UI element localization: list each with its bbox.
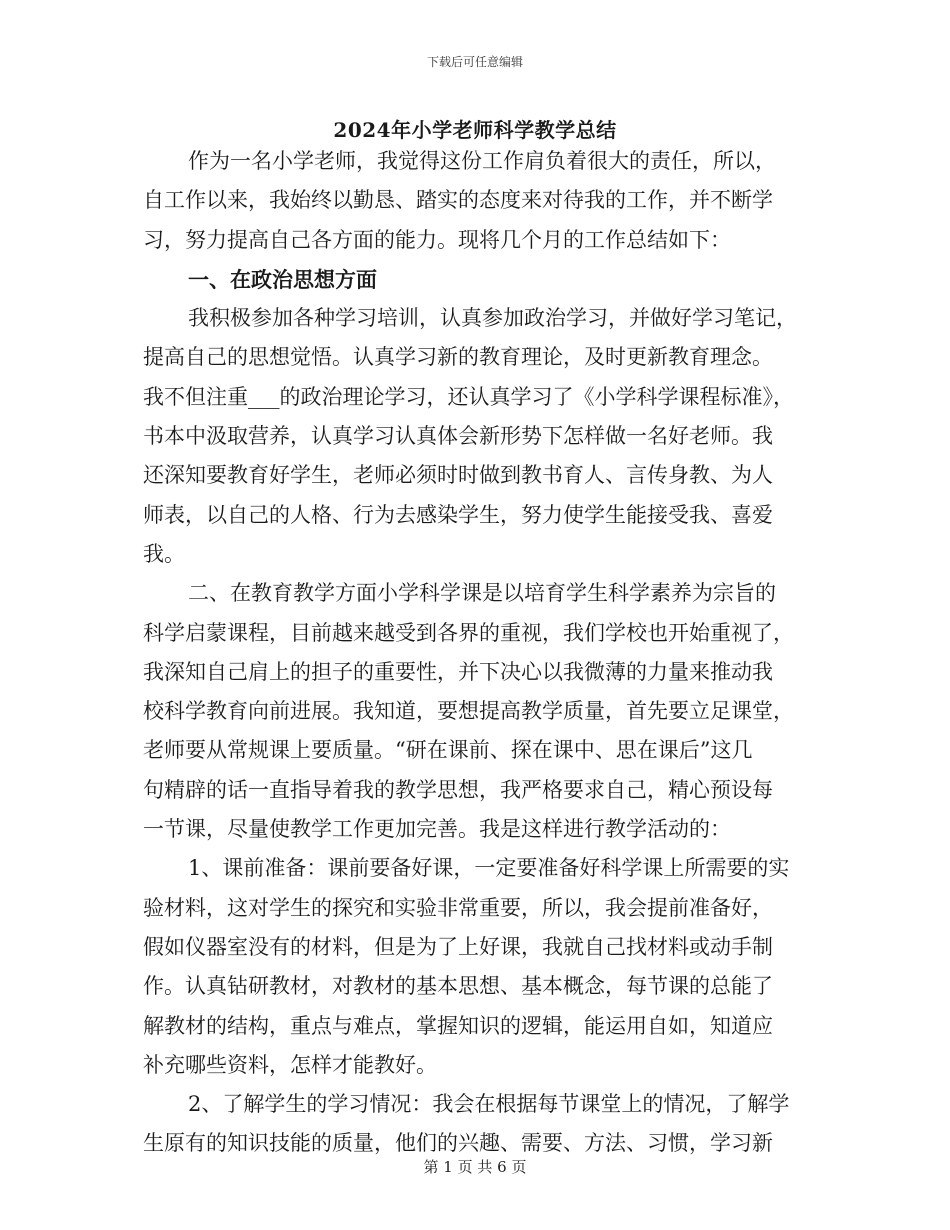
body-line: 解教材的结构，重点与难点，掌握知识的逻辑，能运用自如，知道应 <box>143 1013 773 1038</box>
body-line: 我深知自己肩上的担子的重要性，并下决心以我微薄的力量来推动我 <box>143 659 773 684</box>
body-line: 句精辟的话一直指导着我的教学思想，我严格要求自己，精心预设每 <box>143 777 773 802</box>
body-line: 补充哪些资料，怎样才能教好。 <box>143 1052 437 1077</box>
body-line: 2、了解学生的学习情况：我会在根据每节课堂上的情况，了解学 <box>188 1092 790 1117</box>
section-heading: 一、在政治思想方面 <box>188 266 377 292</box>
body-line: 书本中汲取营养，认真学习认真体会新形势下怎样做一名好老师。我 <box>143 424 773 449</box>
body-line: 我不但注重___的政治理论学习，还认真学习了《小学科学课程标准》， <box>143 384 794 409</box>
body-line: 1、课前准备：课前要备好课，一定要准备好科学课上所需要的实 <box>188 856 790 881</box>
body-line: 验材料，这对学生的探究和实验非常重要，所以，我会提前准备好， <box>143 895 773 920</box>
body-line: 生原有的知识技能的质量，他们的兴趣、需要、方法、习惯，学习新 <box>143 1131 773 1156</box>
body-line: 假如仪器室没有的材料，但是为了上好课，我就自己找材料或动手制 <box>143 934 773 959</box>
header-note: 下载后可任意编辑 <box>426 55 523 69</box>
body-line: 二、在教育教学方面小学科学课是以培育学生科学素养为宗旨的 <box>188 581 776 606</box>
body-line: 自工作以来，我始终以勤恳、踏实的态度来对待我的工作，并不断学 <box>143 188 773 213</box>
body-line: 师表，以自己的人格、行为去感染学生，努力使学生能接受我、喜爱 <box>143 502 773 527</box>
body-line: 习，努力提高自己各方面的能力。现将几个月的工作总结如下： <box>143 227 731 252</box>
document-title: 2024年小学老师科学教学总结 <box>333 118 617 142</box>
body-line: 老师要从常规课上要质量。“研在课前、探在课中、思在课后”这几 <box>143 738 753 763</box>
body-line: 提高自己的思想觉悟。认真学习新的教育理论，及时更新教育理念。 <box>143 345 773 370</box>
body-line: 作。认真钻研教材，对教材的基本思想、基本概念，每节课的总能了 <box>143 974 773 999</box>
page-footer: 第 1 页 共 6 页 <box>423 1158 527 1176</box>
body-line: 我积极参加各种学习培训，认真参加政治学习，并做好学习笔记， <box>188 306 797 331</box>
body-line: 作为一名小学老师，我觉得这份工作肩负着很大的责任，所以， <box>188 149 776 173</box>
body-line: 还深知要教育好学生，老师必须时时做到教书育人、言传身教、为人 <box>143 463 773 488</box>
body-line: 我。 <box>143 541 185 566</box>
document-body <box>143 142 811 1164</box>
body-line: 一节课，尽量使教学工作更加完善。我是这样进行教学活动的： <box>143 817 731 842</box>
body-line: 校科学教育向前进展。我知道，要想提高教学质量，首先要立足课堂， <box>143 699 794 724</box>
body-line: 科学启蒙课程，目前越来越受到各界的重视，我们学校也开始重视了， <box>143 620 794 645</box>
